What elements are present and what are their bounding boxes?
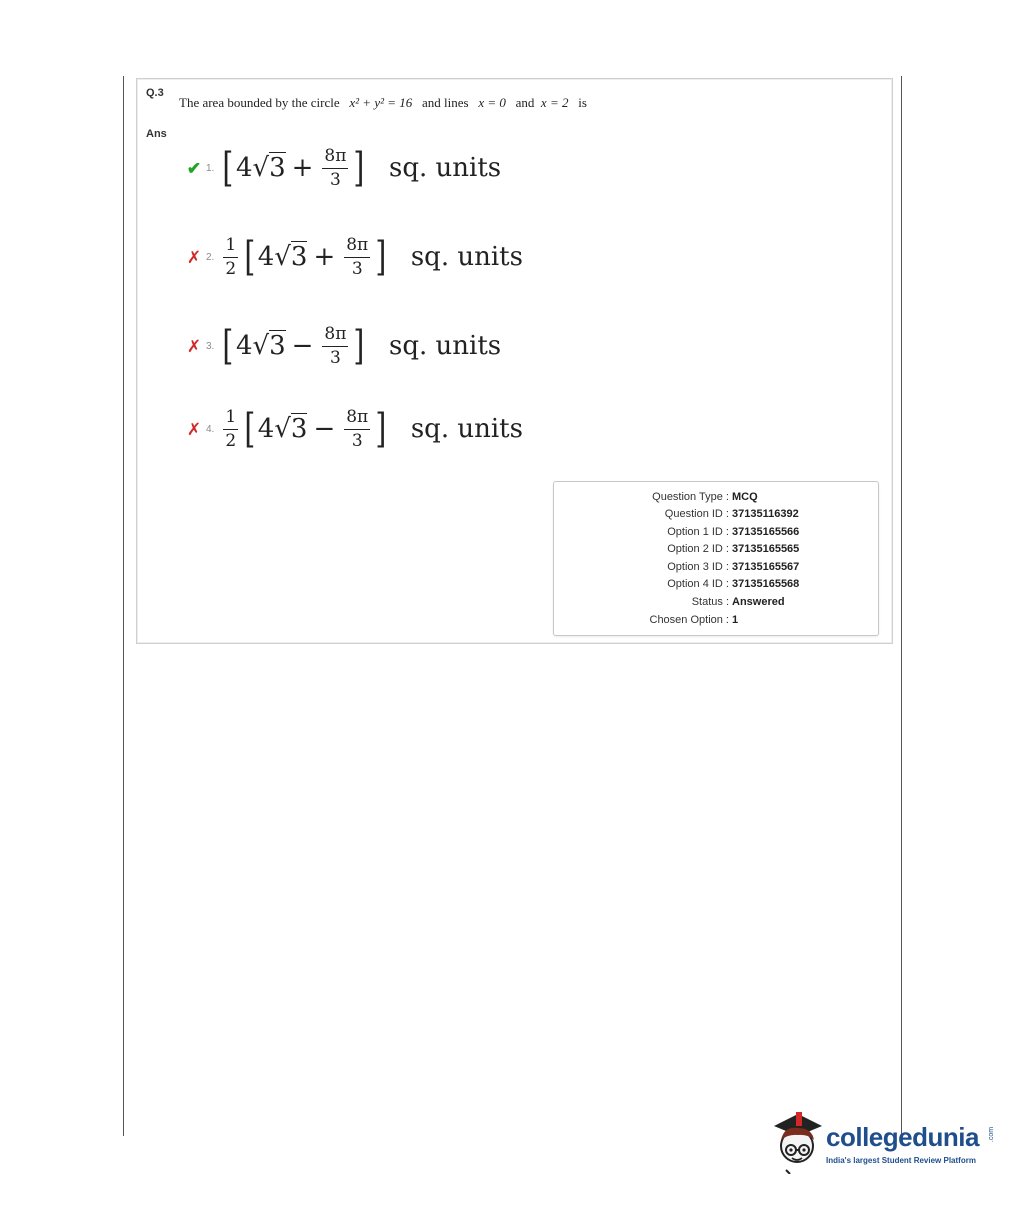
expression-term: 4√3: [257, 414, 308, 444]
question-text-prefix: The area bounded by the circle: [179, 95, 340, 110]
line-equation-2: x = 2: [540, 95, 569, 110]
expression-operator: −: [313, 414, 336, 444]
option-index: 4.: [206, 423, 215, 435]
option-units: sq. units: [410, 414, 523, 444]
option-units: sq. units: [410, 242, 523, 272]
option-index: 3.: [206, 340, 215, 352]
brand-name: collegedunia: [826, 1122, 979, 1152]
option-expression: $\frac{1}{2}$ [ 4√3 − $\frac{8\pi}{3}$ ]: [225, 406, 387, 452]
option-1[interactable]: [184, 133, 501, 203]
expression-operator: −: [291, 331, 314, 361]
radicand: 3: [290, 414, 308, 444]
collegedunia-brand: [768, 1108, 998, 1180]
option-expression: [ 4√3 − $\frac{8\pi}{3}$ ]: [222, 323, 365, 369]
expression-term: 4√3: [257, 242, 308, 272]
circle-equation: x² + y² = 16: [349, 95, 413, 110]
meta-row-option-3-id: Option 3 ID : 37135165567: [667, 561, 800, 573]
meta-row-option-1-id: Option 1 ID : 37135165566: [667, 526, 800, 538]
coefficient-fraction: $\frac{1}{2}$: [225, 406, 237, 451]
expression-fraction: $\frac{8\pi}{3}$: [346, 234, 369, 279]
brand-suffix: .com: [988, 1126, 996, 1143]
question-number: Q.3: [146, 87, 164, 99]
question-metadata-box: [553, 481, 879, 636]
expression-fraction: $\frac{8\pi}{3}$: [324, 323, 347, 368]
meta-row-status: Status : Answered: [691, 596, 785, 608]
answer-label: Ans: [146, 128, 167, 140]
option-units: sq. units: [389, 153, 502, 183]
page-right-rule: [901, 76, 902, 1136]
cross-icon: ✗: [186, 419, 202, 439]
cross-icon: ✗: [186, 336, 202, 356]
option-units: sq. units: [389, 331, 502, 361]
expression-term: 4√3: [235, 331, 286, 361]
radicand: 3: [269, 153, 286, 183]
expression-operator: +: [313, 242, 336, 272]
coefficient-fraction: $\frac{1}{2}$: [225, 234, 237, 279]
meta-row-question-id: Question ID : 37135116392: [664, 508, 799, 520]
expression-term: 4√3: [235, 153, 286, 183]
check-icon: ✔: [186, 158, 202, 178]
option-index: 1.: [206, 162, 215, 174]
option-index: 2.: [206, 251, 215, 263]
option-expression: [ 4√3 + $\frac{8\pi}{3}$ ]: [222, 145, 365, 191]
meta-row-chosen-option: Chosen Option : 1: [649, 614, 739, 626]
option-3[interactable]: [184, 311, 501, 381]
expression-fraction: $\frac{8\pi}{3}$: [346, 406, 369, 451]
option-2[interactable]: [184, 222, 523, 292]
meta-row-option-2-id: Option 2 ID : 37135165565: [667, 543, 800, 555]
expression-fraction: $\frac{8\pi}{3}$: [324, 145, 347, 190]
brand-tagline: India's largest Student Review Platform: [826, 1156, 976, 1165]
mascot-logo-icon: [768, 1108, 824, 1174]
question-text: [179, 95, 587, 111]
meta-row-question-type: Question Type : MCQ: [652, 491, 758, 503]
radicand: 3: [269, 331, 286, 361]
question-text-suffix: is: [578, 95, 587, 110]
option-4[interactable]: [184, 394, 523, 464]
cross-icon: ✗: [186, 247, 202, 267]
question-text-and: and: [515, 95, 535, 110]
page-left-rule: [123, 76, 124, 1136]
meta-row-option-4-id: Option 4 ID : 37135165568: [667, 578, 800, 590]
radicand: 3: [290, 242, 308, 272]
line-equation-1: x = 0: [478, 95, 506, 110]
option-expression: $\frac{1}{2}$ [ 4√3 + $\frac{8\pi}{3}$ ]: [225, 234, 387, 280]
question-text-mid: and lines: [422, 95, 469, 110]
expression-operator: +: [291, 153, 314, 183]
